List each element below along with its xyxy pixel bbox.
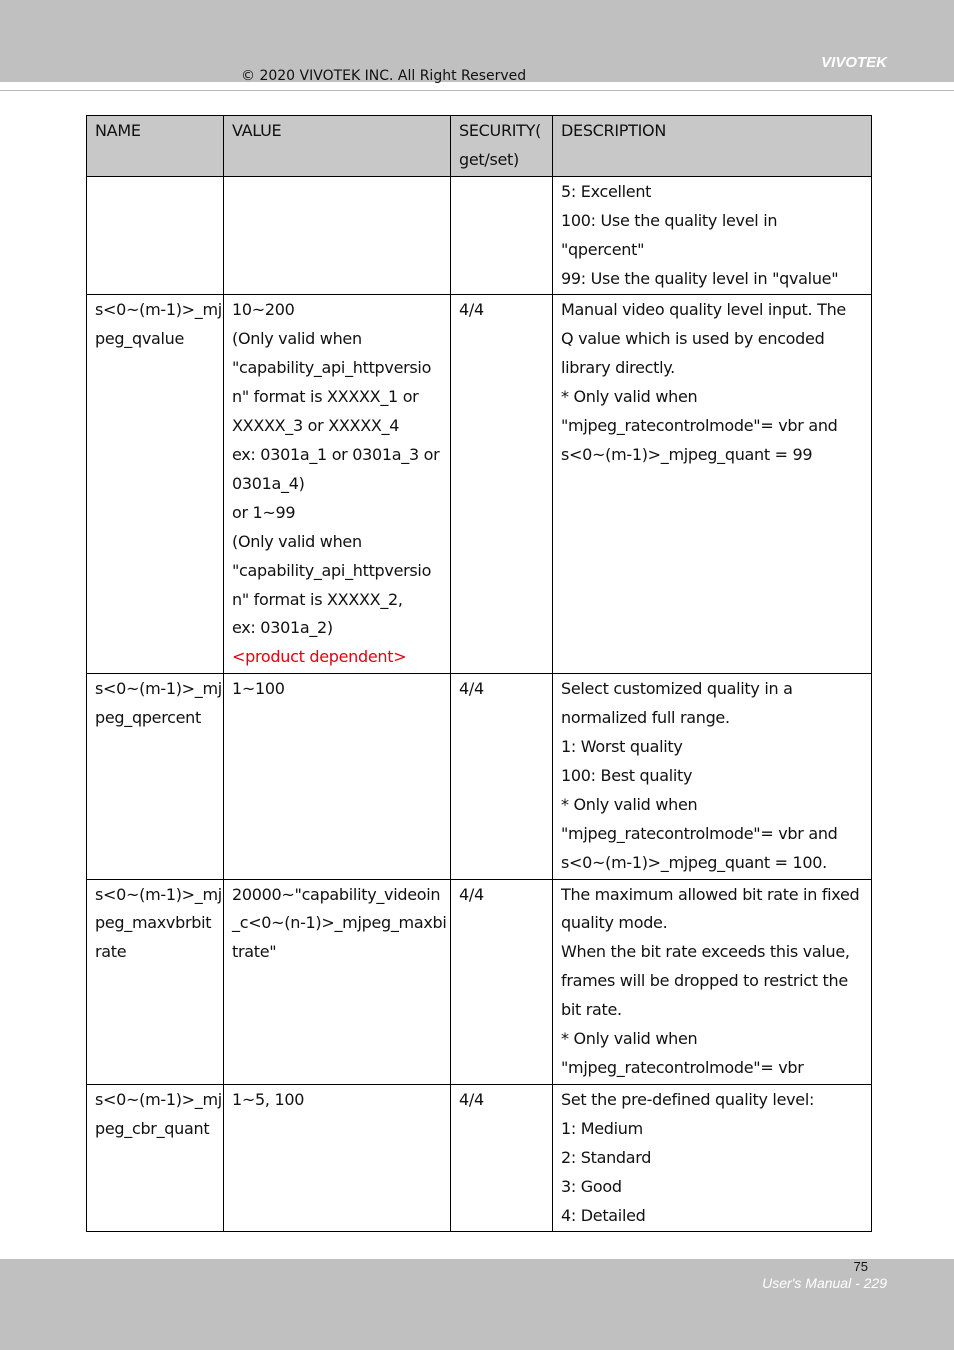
cell-description xyxy=(553,176,872,295)
cell-security xyxy=(451,879,553,1084)
cell-name xyxy=(87,176,224,295)
header-value-label: VALUE xyxy=(232,121,282,140)
cell-value-line: (Only valid when xyxy=(232,531,362,551)
header-security-label: SECURITY( xyxy=(459,121,542,140)
cell-description-line: 1: Medium xyxy=(561,1118,643,1138)
cell-description-line: 2: Standard xyxy=(561,1147,652,1167)
cell-description-line: * Only valid when xyxy=(561,794,698,814)
cell-security-line: 4/4 xyxy=(459,884,484,904)
manual-page-label: User's Manual - 229 xyxy=(762,1275,887,1291)
copyright-notice: © 2020 VIVOTEK INC. All Right Reserved xyxy=(241,68,527,84)
cell-value-line: 0301a_4) xyxy=(232,473,305,493)
cell-description-line: bit rate. xyxy=(561,1000,622,1020)
cell-name-line: s<0~(m-1)>_mj xyxy=(95,884,222,904)
cell-security-line: 4/4 xyxy=(459,679,484,699)
header-value xyxy=(224,116,451,177)
cell-description-line: frames will be dropped to restrict the xyxy=(561,971,848,991)
cell-description-line: When the bit rate exceeds this value, xyxy=(561,942,850,962)
cell-description-line: library directly. xyxy=(561,358,675,378)
cell-value-line: n" format is XXXXX_2, xyxy=(232,589,403,609)
table-row xyxy=(87,1084,872,1232)
cell-security-line: 4/4 xyxy=(459,1089,484,1109)
cell-description xyxy=(553,1084,872,1232)
cell-name-line: s<0~(m-1)>_mj xyxy=(95,1089,222,1109)
cell-name-line: s<0~(m-1)>_mj xyxy=(95,300,222,320)
table-row xyxy=(87,674,872,879)
header-name xyxy=(87,116,224,177)
cell-description-line: "mjpeg_ratecontrolmode"= vbr and xyxy=(561,416,838,436)
cell-value xyxy=(224,674,451,879)
cell-name xyxy=(87,295,224,674)
cell-security xyxy=(451,295,553,674)
cell-name xyxy=(87,674,224,879)
cell-value xyxy=(224,295,451,674)
cell-value-line: ex: 0301a_2) xyxy=(232,618,333,638)
cell-description-line: 5: Excellent xyxy=(561,181,652,201)
product-dependent-note: <product dependent> xyxy=(232,647,407,667)
cell-description-line: Set the pre-defined quality level: xyxy=(561,1089,815,1109)
cell-value-line: 10~200 xyxy=(232,300,295,320)
footer-band xyxy=(0,1259,954,1350)
brand-logo-text: VIVOTEK xyxy=(821,54,887,71)
cell-description-line: 100: Best quality xyxy=(561,765,693,785)
header-name-label: NAME xyxy=(95,121,141,140)
table-row xyxy=(87,176,872,295)
cell-description-line: 1: Worst quality xyxy=(561,737,683,757)
cell-name-line: peg_qpercent xyxy=(95,708,201,728)
cell-security-line: 4/4 xyxy=(459,300,484,320)
header-description xyxy=(553,116,872,177)
cell-name-line: rate xyxy=(95,942,127,962)
cell-security xyxy=(451,176,553,295)
cell-value xyxy=(224,879,451,1084)
cell-description xyxy=(553,295,872,674)
cell-description-line: Q value which is used by encoded xyxy=(561,329,825,349)
cell-value-line: (Only valid when xyxy=(232,329,362,349)
cell-description-line: * Only valid when xyxy=(561,1029,698,1049)
parameter-table xyxy=(86,115,872,1232)
cell-name-line: s<0~(m-1)>_mj xyxy=(95,679,222,699)
cell-value-line: trate" xyxy=(232,942,277,962)
table-body xyxy=(87,176,872,1232)
cell-description-line: 4: Detailed xyxy=(561,1205,646,1225)
cell-value-line: XXXXX_3 or XXXXX_4 xyxy=(232,416,400,436)
header-faint-text xyxy=(22,24,26,37)
table-row xyxy=(87,879,872,1084)
cell-security xyxy=(451,674,553,879)
header-divider xyxy=(0,90,954,91)
header-security-label: get/set) xyxy=(459,149,519,169)
table-row xyxy=(87,295,872,674)
cell-value-line: "capability_api_httpversio xyxy=(232,560,432,580)
cell-description-line: Manual video quality level input. The xyxy=(561,300,846,320)
cell-description-line: Select customized quality in a xyxy=(561,679,793,699)
header-description-label: DESCRIPTION xyxy=(561,121,666,140)
table-header-row xyxy=(87,116,872,177)
cell-value-line: _c<0~(n-1)>_mjpeg_maxbi xyxy=(232,913,447,933)
cell-description-line: "mjpeg_ratecontrolmode"= vbr xyxy=(561,1058,804,1077)
cell-name-line: peg_qvalue xyxy=(95,329,185,349)
cell-description-line: 100: Use the quality level in xyxy=(561,210,778,230)
cell-description-line: s<0~(m-1)>_mjpeg_quant = 99 xyxy=(561,444,813,464)
cell-description-line: 3: Good xyxy=(561,1176,622,1196)
cell-description-line: * Only valid when xyxy=(561,387,698,407)
cell-description-line: s<0~(m-1)>_mjpeg_quant = 100. xyxy=(561,852,827,872)
header-security xyxy=(451,116,553,177)
cell-value xyxy=(224,1084,451,1232)
cell-value-line: or 1~99 xyxy=(232,502,296,522)
cell-description-line: "qpercent" xyxy=(561,239,645,259)
cell-description xyxy=(553,674,872,879)
cell-description-line: 99: Use the quality level in "qvalue" xyxy=(561,268,839,288)
cell-description xyxy=(553,879,872,1084)
page-number: 75 xyxy=(853,1259,868,1274)
cell-security xyxy=(451,1084,553,1232)
cell-description-line: "mjpeg_ratecontrolmode"= vbr and xyxy=(561,823,838,843)
cell-value-line: n" format is XXXXX_1 or xyxy=(232,387,419,407)
cell-name xyxy=(87,879,224,1084)
cell-description-line: quality mode. xyxy=(561,913,668,933)
cell-name-line: peg_maxvbrbit xyxy=(95,913,212,933)
cell-value-line: 1~5, 100 xyxy=(232,1089,305,1109)
cell-name xyxy=(87,1084,224,1232)
cell-name-line: peg_cbr_quant xyxy=(95,1118,210,1138)
cell-value-line: ex: 0301a_1 or 0301a_3 or xyxy=(232,444,440,464)
cell-value-line: 20000~"capability_videoin xyxy=(232,884,441,904)
cell-value-line: "capability_api_httpversio xyxy=(232,358,432,378)
cell-value xyxy=(224,176,451,295)
cell-description-line: The maximum allowed bit rate in fixed xyxy=(561,884,860,904)
cell-description-line: normalized full range. xyxy=(561,708,730,728)
cell-value-line: 1~100 xyxy=(232,679,285,699)
